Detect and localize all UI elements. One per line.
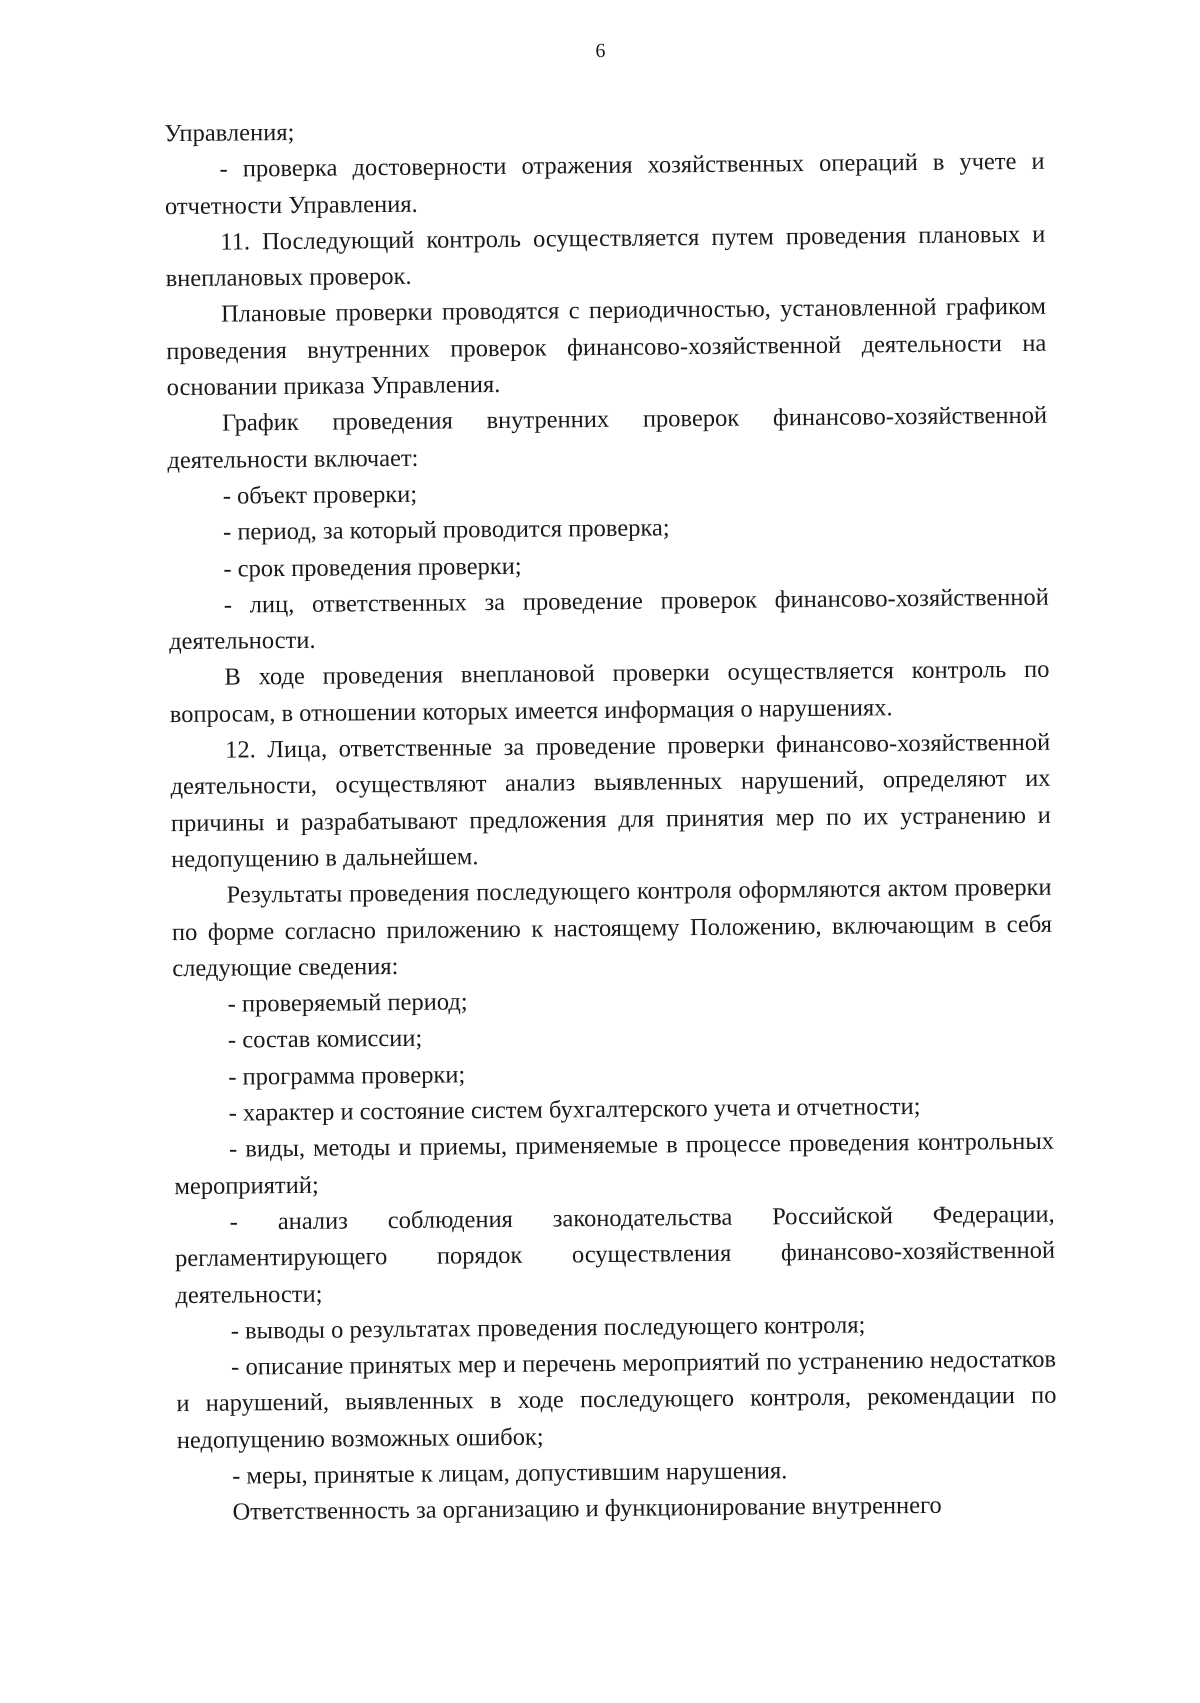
paragraph-p21: Ответственность за организацию и функционирование внутреннего — [232, 1492, 942, 1526]
paragraph-p3: Плановые проверки проводятся с периодичностью, установленной графиком проведения внутренних проверок финансово-хозяйственной деятельности на основании приказа Управления. — [166, 293, 1047, 402]
paragraph-p2: 11. Последующий контроль осуществляется путем проведения плановых и внеплановых проверок. — [165, 220, 1046, 293]
paragraph-p12: - проверяемый период; — [227, 988, 468, 1018]
paragraph-p8: - лиц, ответственных за проведение проверок финансово-хозяйственной деятельности. — [169, 583, 1049, 656]
paragraph-p20: - меры, принятые к лицам, допустившим нарушения. — [232, 1457, 788, 1490]
paragraph-p5: - объект проверки; — [222, 480, 418, 510]
paragraph-p9: В ходе проведения внеплановой проверки осуществляется контроль по вопросам, в отношении которых имеется информация о нарушениях. — [169, 656, 1050, 728]
paragraph-p7: - срок проведения проверки; — [223, 552, 522, 583]
paragraph-p6: - период, за который проводится проверка; — [222, 514, 670, 546]
paragraph-p19: - описание принятых мер и перечень мероприятий по устранению недостатков и нарушений, выявленных в ходе последующего контроля, рекомендации по недопущению возможных ошибок; — [176, 1345, 1057, 1454]
paragraph-p14: - программа проверки; — [228, 1061, 466, 1091]
document-body — [164, 108, 1058, 1532]
paragraph-p13: - состав комиссии; — [227, 1025, 423, 1055]
paragraph-p0: Управления; — [164, 118, 295, 148]
paragraph-p17: - анализ соблюдения законодательства Российской Федерации, регламентирующего порядок осуществления финансово-хозяйственной деятельности; — [174, 1200, 1056, 1309]
paragraph-p10: 12. Лица, ответственные за проведение проверки финансово-хозяйственной деятельности, осуществляют анализ выявленных нарушений, определяют их причины и разрабатывают предложения для принятия мер по их устранению и недопущению в дальнейшем. — [170, 728, 1051, 874]
paragraph-p1: - проверка достоверности отражения хозяйственных операций в учете и отчетности Управления. — [164, 148, 1045, 220]
paragraph-p16: - виды, методы и приемы, применяемые в процессе проведения контрольных мероприятий; — [174, 1128, 1055, 1200]
paragraph-p15: - характер и состояние систем бухгалтерского учета и отчетности; — [228, 1092, 921, 1127]
page-number: 6 — [595, 39, 606, 63]
paragraph-p11: Результаты проведения последующего контроля оформляются актом проверки по форме согласно приложению к настоящему Положению, включающим в себя следующие сведения: — [171, 873, 1053, 982]
paragraph-p4: График проведения внутренних проверок финансово-хозяйственной деятельности включает: — [167, 402, 1048, 474]
paragraph-p18: - выводы о результатах проведения последующего контроля; — [230, 1311, 866, 1345]
